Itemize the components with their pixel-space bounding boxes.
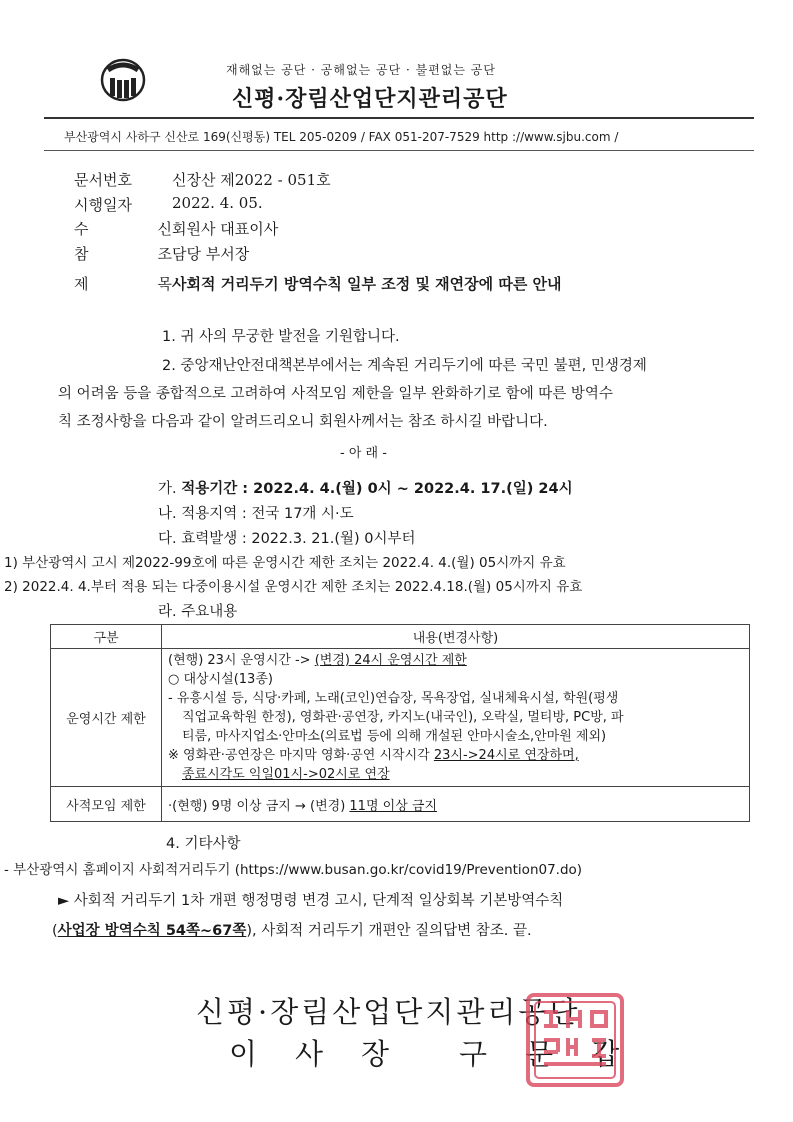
paragraph-2-line-1: 2. 중앙재난안전대책본부에서는 계속된 거리두기에 따른 국민 불편, 민생경제	[162, 358, 647, 374]
content-line: 티룸, 마사지업소·안마소(의료법 등에 의해 개설된 안마시술소,안마원 제외)	[182, 729, 607, 744]
meta-label-doc-number: 문서번호	[74, 171, 132, 189]
content-line: 직업교육학원 한정), 영화관·공연장, 카지노(내국인), 오락실, 멀티방, PC방, 파	[182, 710, 624, 725]
meta-label-subject: 제 목	[74, 275, 172, 293]
table-row	[51, 649, 750, 787]
meta-date: 2022. 4. 05.	[172, 194, 263, 212]
footer-organization: 신평·장림산업단지관리공단	[196, 995, 581, 1029]
note-2: 2) 2022.4. 4.부터 적용 되는 다중이용시설 운영시간 제한 조치는 2022.4.18.(월) 05시까지 유효	[4, 579, 583, 595]
header-divider	[44, 150, 754, 151]
note-1: 1) 부산광역시 고시 제2022-99호에 따른 운영시간 제한 조치는 2022.4. 4.(월) 05시까지 유효	[4, 555, 566, 571]
item-ra: 라. 주요내용	[158, 604, 238, 620]
header-divider	[44, 117, 754, 119]
table-header-category: 구분	[51, 625, 162, 649]
row-content-operating-hours	[162, 649, 750, 787]
content-line: (현행) 23시 운영시간 -> (변경) 24시 운영시간 제한	[168, 653, 467, 668]
row-label-private-gathering: 사적모임 제한	[51, 787, 162, 822]
meta-label-recipient: 수 신	[74, 220, 172, 238]
meta-reference: 담당 부서장	[172, 245, 250, 263]
below-heading: - 아 래 -	[340, 446, 387, 461]
main-content-table	[50, 624, 750, 822]
row-content-private-gathering: ·(현행) 9명 이상 금지 → (변경) 11명 이상 금지	[162, 787, 750, 822]
table-header-content: 내용(변경사항)	[162, 625, 750, 649]
content-line: 종료시각도 익일01시->02시로 연장	[182, 767, 390, 782]
item-da: 다. 효력발생 : 2022.3. 21.(월) 0시부터	[158, 531, 416, 547]
content-line: ○ 대상시설(13종)	[168, 672, 273, 687]
meta-label-reference: 참 조	[74, 245, 172, 263]
content-line: - 유흥시설 등, 식당·카페, 노래(코인)연습장, 목욕장업, 실내체육시설, 학원(평생	[168, 691, 619, 706]
table-header-row	[51, 625, 750, 649]
etc-line-2: ► 사회적 거리두기 1차 개편 행정명령 변경 고시, 단계적 일상회복 기본방역수칙	[58, 893, 564, 909]
paragraph-2-line-3: 칙 조정사항을 다음과 같이 알려드리오니 회원사께서는 참조 하시길 바랍니다.	[58, 414, 548, 430]
etc-line-1: - 부산광역시 홈페이지 사회적거리두기 (https://www.busan.go.kr/covid19/Prevention07.do)	[4, 862, 583, 878]
organization-logo-icon	[100, 58, 146, 102]
content-line: ※ 영화관·공연장은 마지막 영화·공연 시작시각 23시->24시로 연장하며,	[168, 748, 579, 763]
motto: 재해없는 공단 · 공해없는 공단 · 불편없는 공단	[226, 63, 496, 77]
meta-subject: 사회적 거리두기 방역수칙 일부 조정 및 재연장에 따른 안내	[172, 275, 562, 293]
meta-label-date: 시행일자	[74, 196, 132, 214]
etc-title: 4. 기타사항	[166, 836, 241, 852]
meta-doc-number: 신장산 제2022 - 051호	[172, 171, 331, 189]
paragraph-1: 1. 귀 사의 무궁한 발전을 기원합니다.	[162, 329, 400, 345]
official-seal-icon	[520, 990, 630, 1090]
table-row	[51, 787, 750, 822]
item-na: 나. 적용지역 : 전국 17개 시·도	[158, 506, 354, 522]
footer-ceo-name: 이 사 장 구 문 갑	[229, 1037, 620, 1071]
etc-line-3: (사업장 방역수칙 54쪽~67쪽), 사회적 거리두기 개편안 질의답변 참조. 끝.	[52, 923, 532, 939]
address-line: 부산광역시 사하구 신산로 169(신평동) TEL 205-0209 / FAX 051-207-7529 http ://www.sjbu.com /	[64, 130, 619, 144]
row-label-operating-hours: 운영시간 제한	[51, 649, 162, 787]
meta-recipient: 회원사 대표이사	[172, 220, 279, 238]
organization-title: 신평·장림산업단지관리공단	[232, 86, 508, 112]
paragraph-2-line-2: 의 어려움 등을 종합적으로 고려하여 사적모임 제한을 일부 완화하기로 함에 따른 방역수	[58, 386, 613, 402]
item-ga: 가. 적용기간 : 2022.4. 4.(월) 0시 ~ 2022.4. 17.(일) 24시	[158, 481, 573, 497]
